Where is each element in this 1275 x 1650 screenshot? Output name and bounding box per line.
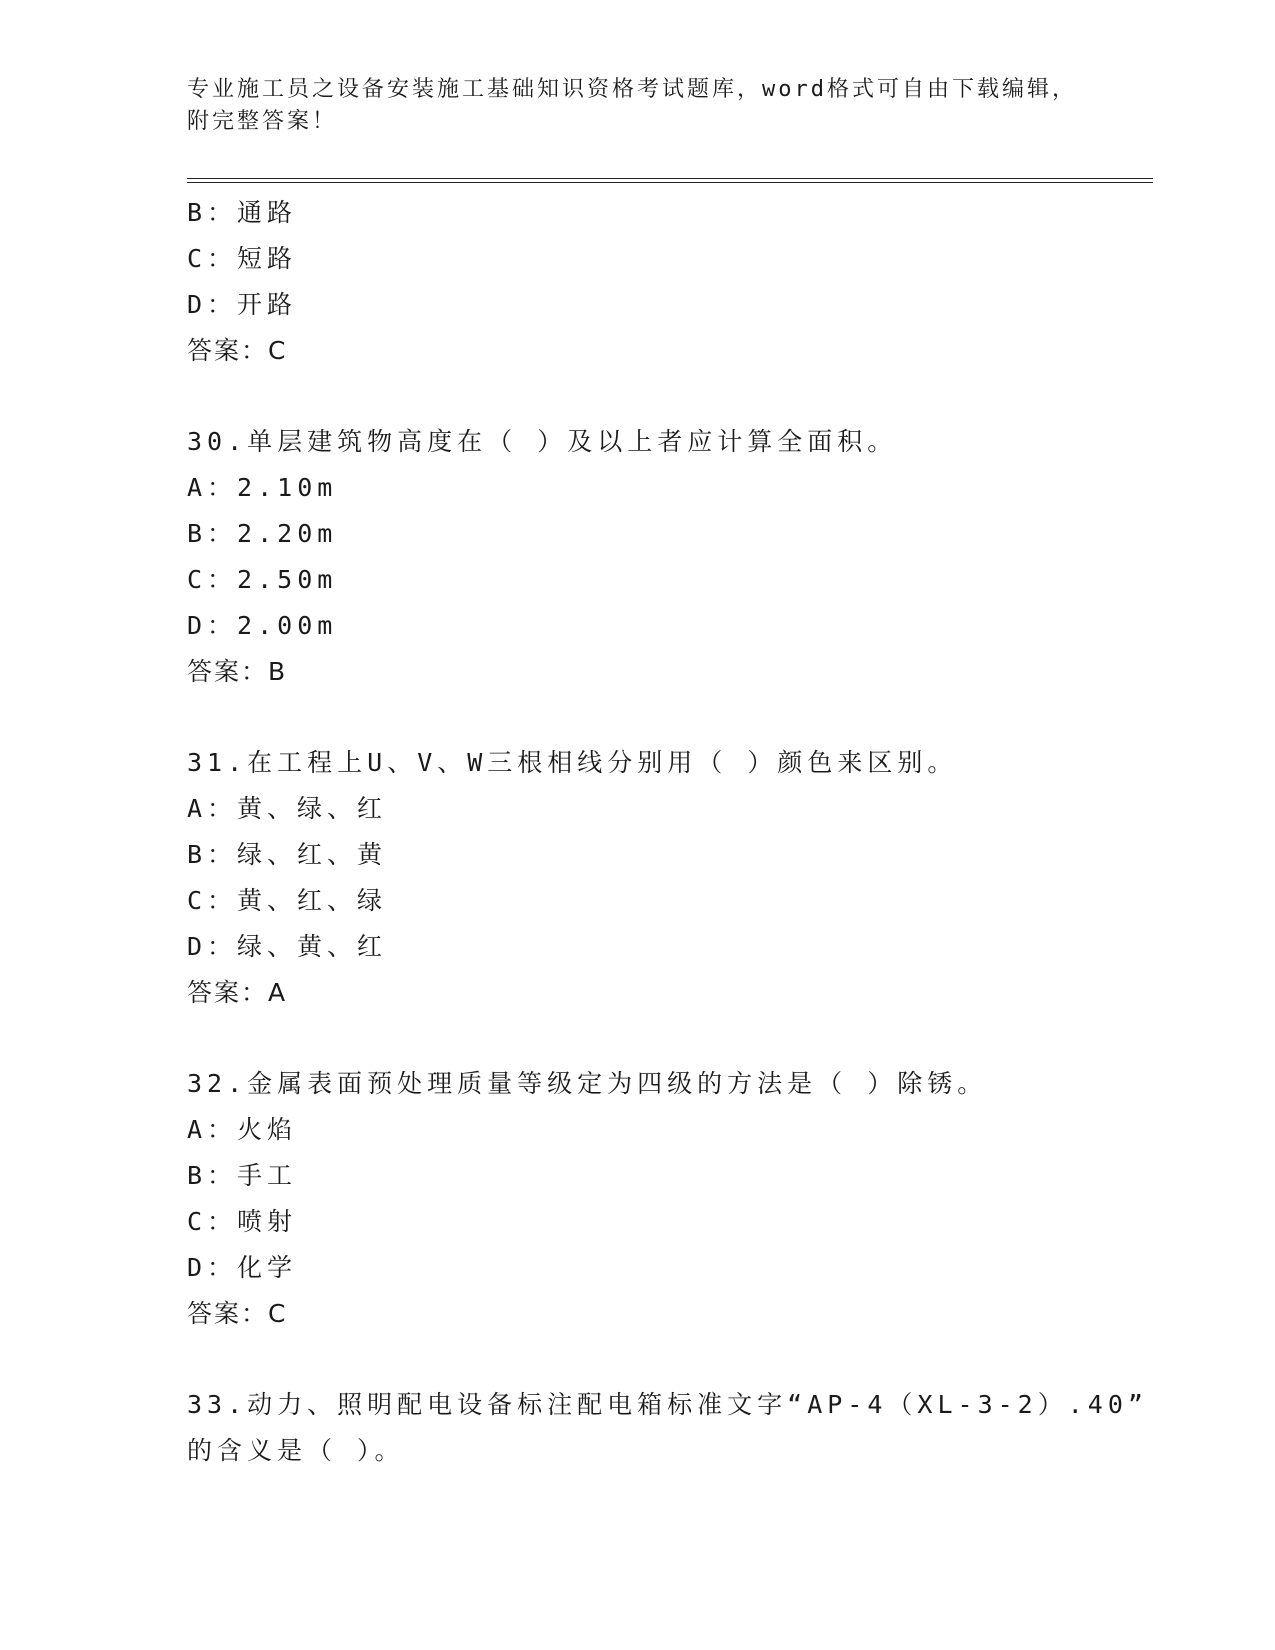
option-a: A：火焰 — [187, 1115, 298, 1144]
question-text: 31.在工程上U、V、W三根相线分别用（ ）颜色来区别。 — [187, 748, 958, 777]
question-text-line-2: 的含义是（ ）。 — [187, 1436, 405, 1465]
question-block-31 — [187, 740, 1087, 1016]
question-list — [187, 190, 1148, 1474]
header-line-1: 专业施工员之设备安装施工基础知识资格考试题库，word格式可自由下载编辑， — [187, 77, 1077, 102]
question-text: 32.金属表面预处理质量等级定为四级的方法是（ ）除锈。 — [187, 1069, 988, 1098]
option-d: D：绿、黄、红 — [187, 932, 388, 961]
answer-label: 答案：B — [187, 657, 288, 686]
option-d: D：化学 — [187, 1253, 298, 1282]
option-b: B：通路 — [187, 198, 298, 227]
question-block-30 — [187, 419, 1087, 695]
question-text-line-1: 33.动力、照明配电设备标注配电箱标准文字“AP-4（XL-3-2）.40” — [187, 1390, 1148, 1419]
document-header — [187, 74, 1087, 138]
question-block-32 — [187, 1061, 1087, 1337]
answer-label: 答案：C — [187, 336, 288, 365]
option-d: D：开路 — [187, 290, 298, 319]
option-b: B：手工 — [187, 1161, 298, 1190]
spacer — [187, 1337, 1087, 1382]
option-a: A：黄、绿、红 — [187, 794, 388, 823]
header-line-2: 附完整答案！ — [187, 109, 338, 134]
answer-label: 答案：A — [187, 978, 288, 1007]
spacer — [187, 695, 1087, 740]
answer-label: 答案：C — [187, 1299, 288, 1328]
spacer — [187, 1016, 1087, 1061]
header-divider-bottom — [187, 182, 1153, 183]
question-block-29 — [187, 190, 1087, 374]
option-c: C：黄、红、绿 — [187, 886, 388, 915]
option-b: B：2.20m — [187, 519, 338, 548]
header-divider-top — [187, 178, 1153, 179]
question-block-33 — [187, 1382, 1148, 1474]
option-d: D：2.00m — [187, 611, 338, 640]
spacer — [187, 374, 1087, 419]
option-b: B：绿、红、黄 — [187, 840, 388, 869]
option-a: A：2.10m — [187, 473, 338, 502]
question-text: 30.单层建筑物高度在（ ）及以上者应计算全面积。 — [187, 427, 898, 456]
option-c: C：2.50m — [187, 565, 338, 594]
option-c: C：喷射 — [187, 1207, 298, 1236]
option-c: C：短路 — [187, 244, 298, 273]
